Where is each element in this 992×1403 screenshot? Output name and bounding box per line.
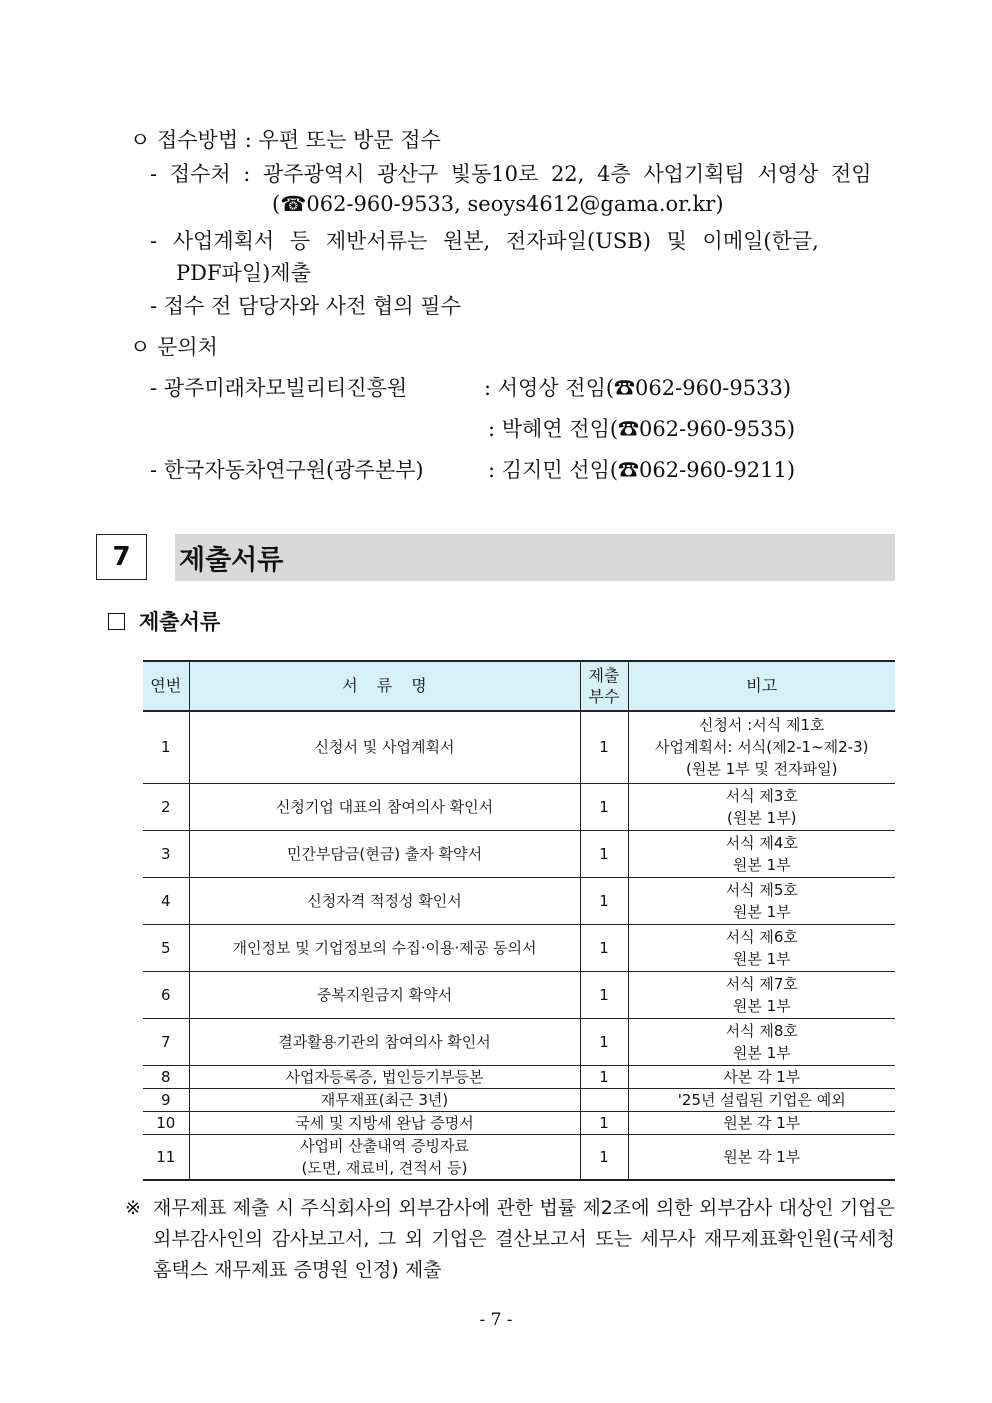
reception-docs-line2: PDF파일)제출 (176, 261, 311, 285)
inquiry-org1: - 광주미래차모빌리티진흥원 (150, 376, 408, 400)
cell-copies: 1 (580, 830, 628, 877)
cell-copies (580, 1088, 628, 1111)
header-name: 서 류 명 (189, 661, 580, 711)
cell-name: 국세 및 지방세 완납 증명서 (189, 1111, 580, 1134)
reception-contact: (☎062-960-9533, seoys4612@gama.or.kr) (272, 192, 724, 216)
cell-copies: 1 (580, 971, 628, 1018)
cell-note: 서식 제7호 원본 1부 (628, 971, 895, 1018)
cell-note: 서식 제3호 (원본 1부) (628, 783, 895, 830)
table-row (143, 971, 895, 1018)
table-row (143, 924, 895, 971)
cell-name: 중복지원금지 확약서 (189, 971, 580, 1018)
cell-note: 서식 제4호 원본 1부 (628, 830, 895, 877)
inquiry-org2: - 한국자동차연구원(광주본부) (150, 458, 424, 482)
table-row (143, 783, 895, 830)
cell-no: 5 (143, 924, 189, 971)
cell-no: 1 (143, 711, 189, 783)
cell-copies: 1 (580, 1134, 628, 1180)
cell-name: 개인정보 및 기업정보의 수집·이용·제공 동의서 (189, 924, 580, 971)
inquiry-org2-contact: : 김지민 선임(☎062-960-9211) (488, 458, 796, 482)
documents-table (143, 660, 895, 1181)
inquiry-heading: ㅇ 문의처 (130, 335, 218, 359)
cell-name: 사업비 산출내역 증빙자료 (도면, 재료비, 견적서 등) (189, 1134, 580, 1180)
inquiry-org1-contact1: : 서영상 전임(☎062-960-9533) (484, 376, 792, 400)
cell-no: 10 (143, 1111, 189, 1134)
cell-no: 11 (143, 1134, 189, 1180)
subheading (108, 606, 220, 636)
reception-place (150, 158, 895, 188)
footnote (125, 1193, 895, 1286)
table-row (143, 1018, 895, 1065)
table-row (143, 877, 895, 924)
cell-no: 3 (143, 830, 189, 877)
header-no: 연번 (143, 661, 189, 711)
cell-no: 9 (143, 1088, 189, 1111)
cell-copies: 1 (580, 1018, 628, 1065)
header-note: 비고 (628, 661, 895, 711)
table-row (143, 711, 895, 783)
cell-note: 신청서 :서식 제1호 사업계획서: 서식(제2-1~제2-3) (원본 1부 및 전자파일) (628, 711, 895, 783)
cell-name: 신청자격 적정성 확인서 (189, 877, 580, 924)
cell-note: 사본 각 1부 (628, 1065, 895, 1088)
checkbox-square-icon (108, 613, 125, 630)
footnote-mark: ※ (125, 1197, 141, 1219)
section-title: 제출서류 (175, 534, 895, 581)
cell-copies: 1 (580, 924, 628, 971)
table-row (143, 830, 895, 877)
reception-consult: - 접수 전 담당자와 사전 협의 필수 (150, 294, 461, 318)
cell-copies: 1 (580, 1065, 628, 1088)
cell-name: 재무재표(최근 3년) (189, 1088, 580, 1111)
table-header-row (143, 661, 895, 711)
cell-name: 민간부담금(현금) 출자 확약서 (189, 830, 580, 877)
section-number: 7 (96, 534, 147, 580)
page-number: - 7 - (479, 1310, 513, 1330)
cell-no: 7 (143, 1018, 189, 1065)
table-row (143, 1088, 895, 1111)
cell-name: 결과활용기관의 참여의사 확인서 (189, 1018, 580, 1065)
cell-note: 서식 제6호 원본 1부 (628, 924, 895, 971)
cell-note: 원본 각 1부 (628, 1111, 895, 1134)
table-row (143, 1111, 895, 1134)
footnote-text: 재무제표 제출 시 주식회사의 외부감사에 관한 법률 제2조에 의한 외부감사 대상인 기업은 외부감사인의 감사보고서, 그 외 기업은 결산보고서 또는 세무사 재무제표확인원(국세청 홈택스 재무제표 증명원 인정) 제출 (153, 1197, 895, 1281)
cell-copies: 1 (580, 711, 628, 783)
table-row (143, 1065, 895, 1088)
cell-name: 사업자등록증, 법인등기부등본 (189, 1065, 580, 1088)
cell-note: 원본 각 1부 (628, 1134, 895, 1180)
header-copies: 제출 부수 (580, 661, 628, 711)
cell-copies: 1 (580, 783, 628, 830)
cell-copies: 1 (580, 1111, 628, 1134)
cell-no: 2 (143, 783, 189, 830)
cell-no: 6 (143, 971, 189, 1018)
table-row (143, 1134, 895, 1180)
subheading-text: 제출서류 (139, 610, 221, 634)
cell-no: 4 (143, 877, 189, 924)
cell-note: '25년 설립된 기업은 예외 (628, 1088, 895, 1111)
cell-no: 8 (143, 1065, 189, 1088)
cell-name: 신청서 및 사업계획서 (189, 711, 580, 783)
cell-note: 서식 제8호 원본 1부 (628, 1018, 895, 1065)
inquiry-org1-contact2: : 박혜연 전임(☎062-960-9535) (488, 417, 796, 441)
reception-docs-line1: - 사업계획서 등 제반서류는 원본, 전자파일(USB) 및 이메일(한글, (150, 229, 819, 253)
cell-copies: 1 (580, 877, 628, 924)
cell-note: 서식 제5호 원본 1부 (628, 877, 895, 924)
reception-method: ㅇ 접수방법 : 우편 또는 방문 접수 (130, 128, 441, 152)
reception-place-text: - 접수처 : 광주광역시 광산구 빛동10로 22, 4층 사업기획팀 서영상 전임 (150, 162, 872, 186)
cell-name: 신청기업 대표의 참여의사 확인서 (189, 783, 580, 830)
